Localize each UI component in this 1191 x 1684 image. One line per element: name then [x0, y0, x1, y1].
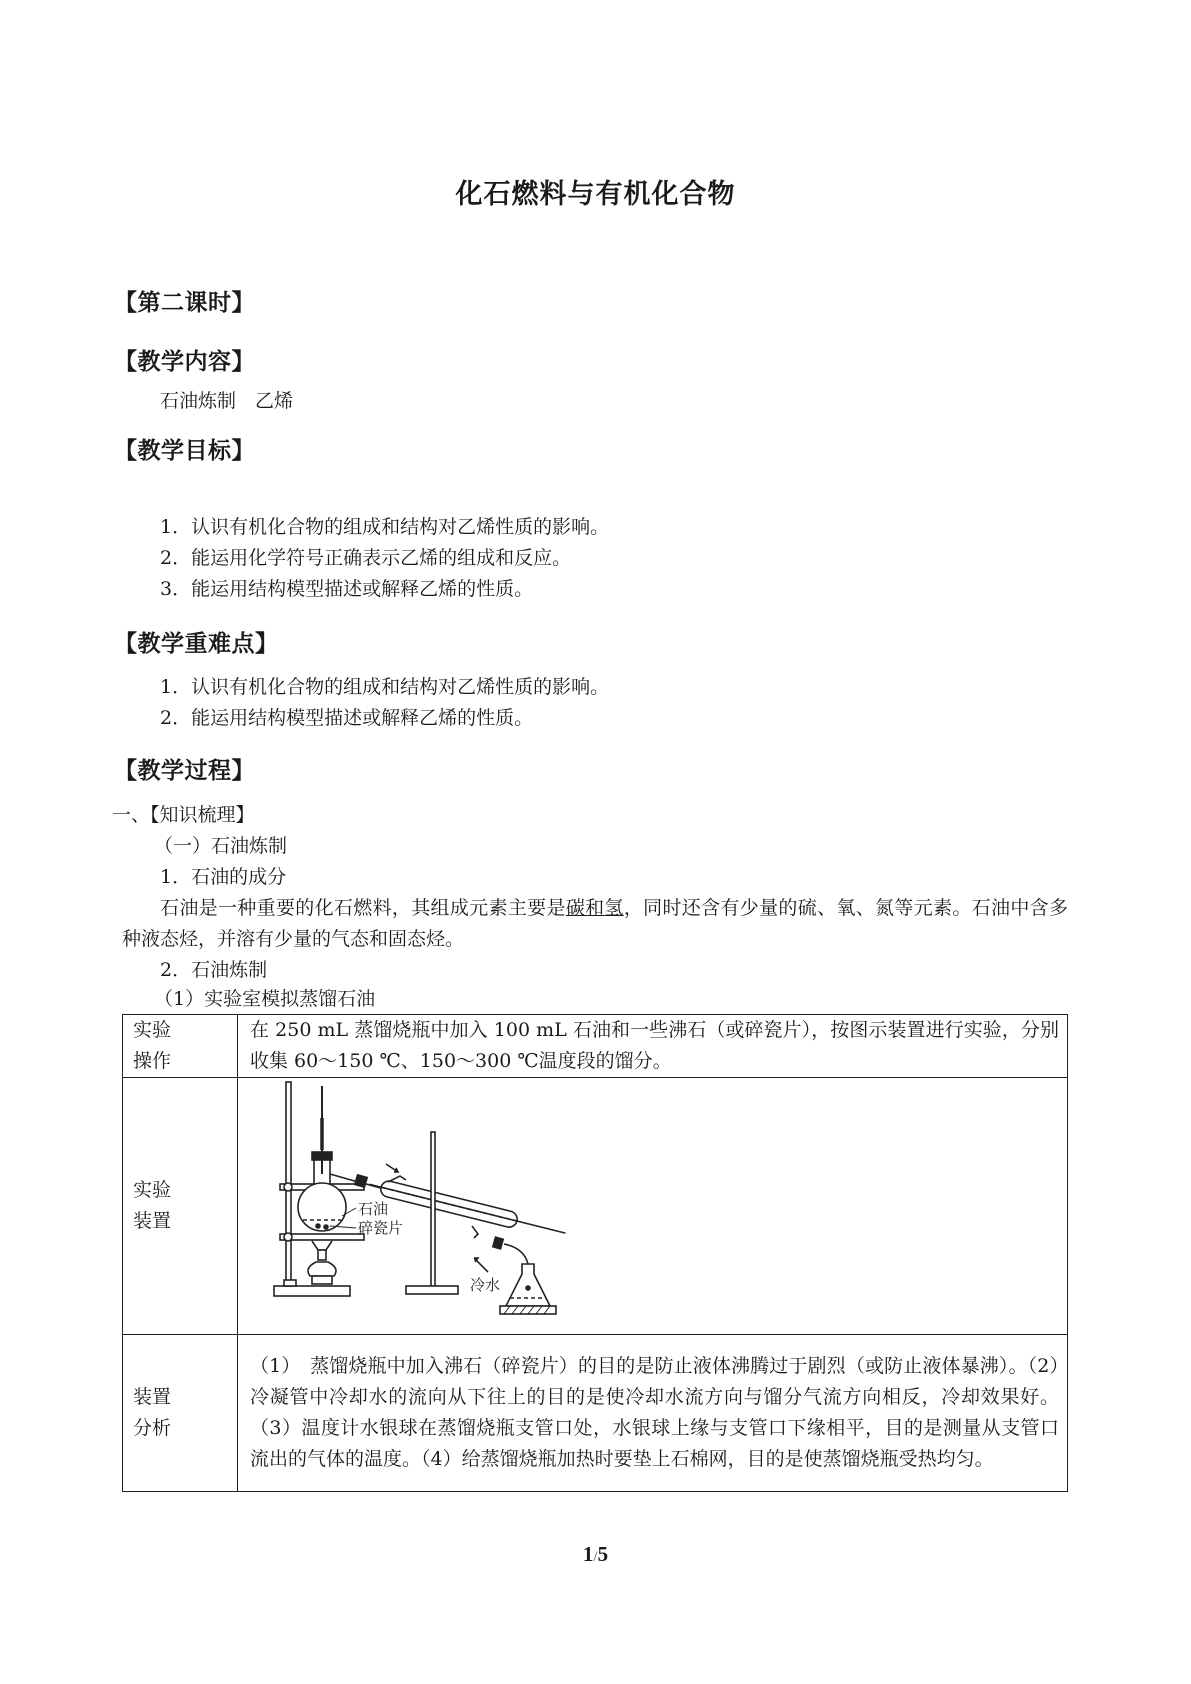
row-label [123, 1335, 238, 1492]
objective-item: 3．能运用结构模型描述或解释乙烯的性质。 [160, 578, 534, 600]
item-petroleum-composition: 1．石油的成分 [160, 866, 287, 888]
row-label-line: 装置 [133, 1386, 172, 1408]
row-label-line: 装置 [133, 1210, 172, 1232]
row-label [123, 1078, 238, 1335]
svg-text:碎瓷片: 碎瓷片 [358, 1219, 404, 1237]
row-label-line: 操作 [133, 1050, 172, 1072]
knowledge-review-label: 一、【知识梳理】 [112, 804, 255, 826]
page-current: 1 [582, 1542, 594, 1566]
distillation-apparatus-icon [238, 1078, 584, 1334]
key-points-heading: 【教学重难点】 [114, 631, 279, 657]
row-label-line: 实验 [133, 1019, 172, 1041]
key-point-item: 2．能运用结构模型描述或解释乙烯的性质。 [160, 707, 534, 729]
row-label [123, 1015, 238, 1078]
para-text: 石油是一种重要的化石燃料，其组成元素主要是 [160, 897, 566, 919]
item-lab-distillation: （1）实验室模拟蒸馏石油 [154, 988, 376, 1010]
underlined-term: 碳和氢 [565, 897, 624, 919]
objective-item: 1．认识有机化合物的组成和结构对乙烯性质的影响。 [160, 516, 610, 538]
table-row [123, 1015, 1068, 1078]
row-content: 在 250 mL 蒸馏烧瓶中加入 100 mL 石油和一些沸石（或碎瓷片），按图示装置进行实验，分别收集 60～150 ℃、150～300 ℃温度段的馏分。 [238, 1015, 1068, 1078]
lesson-heading: 【第二课时】 [114, 290, 255, 316]
svg-text:石油: 石油 [358, 1200, 389, 1218]
table-row [123, 1078, 1068, 1335]
content-heading: 【教学内容】 [114, 349, 255, 375]
key-point-item: 1．认识有机化合物的组成和结构对乙烯性质的影响。 [160, 676, 610, 698]
page-number [0, 1542, 1191, 1567]
page-total: 5 [597, 1542, 609, 1566]
experiment-table [122, 1014, 1068, 1492]
petroleum-composition-paragraph [122, 893, 1068, 955]
objectives-heading: 【教学目标】 [114, 438, 255, 464]
table-row [123, 1335, 1068, 1492]
distillation-apparatus-diagram [238, 1078, 584, 1334]
document-title: 化石燃料与有机化合物 [455, 179, 736, 210]
subsection-petroleum-refining: （一）石油炼制 [154, 835, 288, 857]
para-text: ，同时还含有少量的硫、氧、氮等元素。石油中含多种液态烃，并溶有少量的气态和固态烃。 [122, 897, 1068, 950]
row-label-line: 分析 [133, 1417, 172, 1439]
page-separator: / [593, 1549, 598, 1565]
content-text: 石油炼制 乙烯 [160, 390, 294, 412]
row-label-line: 实验 [133, 1179, 172, 1201]
item-petroleum-refining: 2．石油炼制 [160, 959, 268, 981]
row-content: （1） 蒸馏烧瓶中加入沸石（碎瓷片）的目的是防止液体沸腾过于剧烈（或防止液体暴沸）。（2）冷凝管中冷却水的流向从下往上的目的是使冷却水流方向与馏分气流方向相反，冷却效果好。（3）温度计水银球在蒸馏烧瓶支管口处，水银球上缘与支管口下缘相平，目的是测量从支管口流出的气体的温度。（4）给蒸馏烧瓶加热时要垫上石棉网，目的是使蒸馏烧瓶受热均匀。 [238, 1335, 1068, 1492]
objective-item: 2．能运用化学符号正确表示乙烯的组成和反应。 [160, 547, 572, 569]
svg-text:冷水: 冷水 [470, 1276, 501, 1294]
diagram-cell [238, 1078, 1068, 1335]
process-heading: 【教学过程】 [114, 758, 255, 784]
